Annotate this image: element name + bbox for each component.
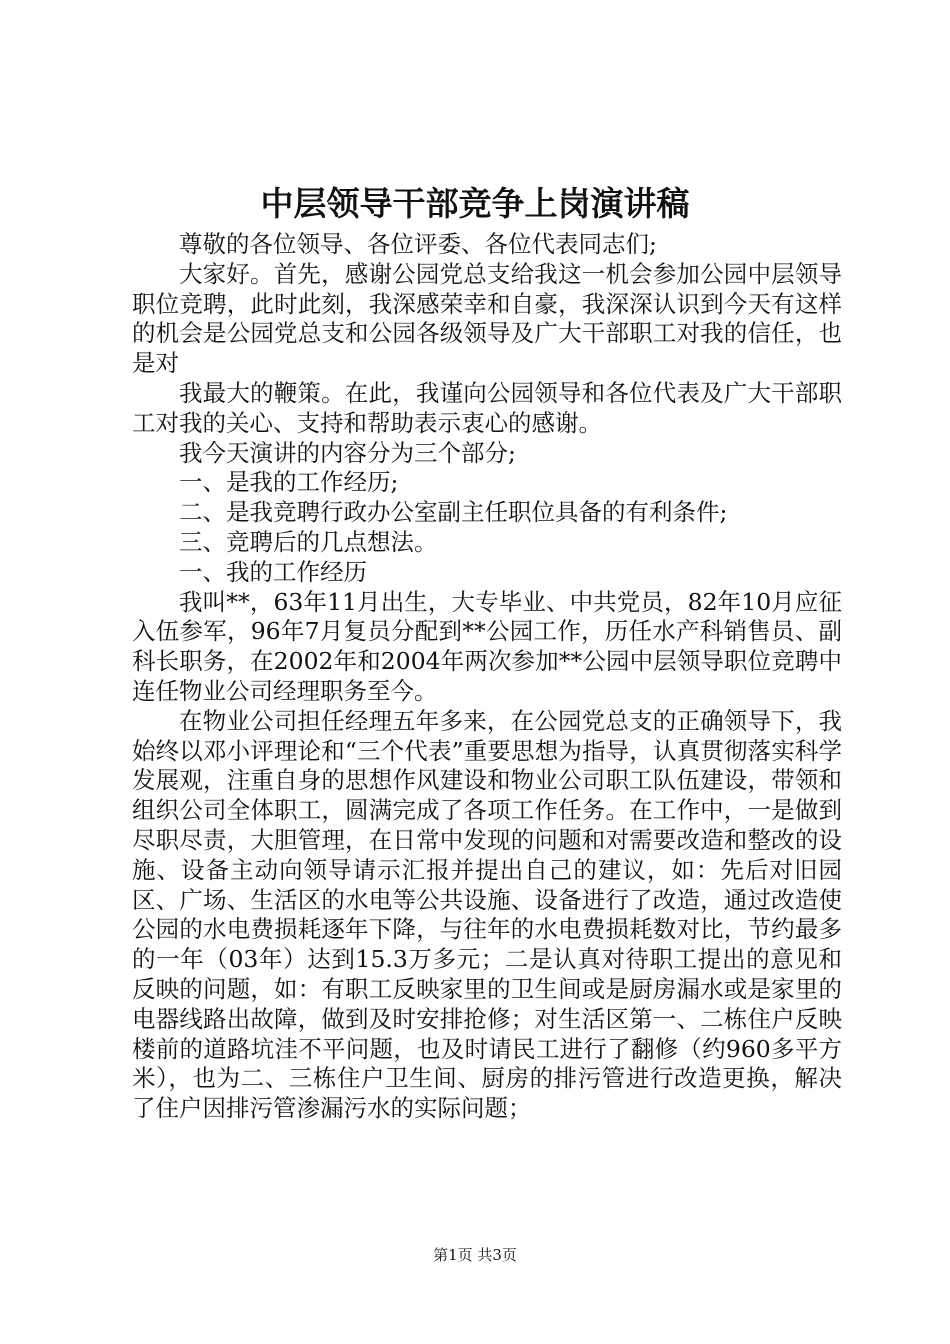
paragraph-greeting: 大家好。首先，感谢公园党总支给我这一机会参加公园中层领导职位竞聘，此时此刻，我深感荣幸和自豪，我深深认识到今天有这样的机会是公园党总支和公园各级领导及广大干部职工对我的信任，也是对 <box>132 259 842 378</box>
paragraph-thanks: 我最大的鞭策。在此，我谨向公园领导和各位代表及广大干部职工对我的关心、支持和帮助表示衷心的感谢。 <box>132 378 842 437</box>
paragraph-outline-item-2: 二、是我竞聘行政办公室副主任职位具备的有利条件; <box>179 498 728 527</box>
paragraph-outline-item-1: 一、是我的工作经历; <box>179 468 399 497</box>
paragraph-self-intro: 我叫**，63年11月出生，大专毕业、中共党员，82年10月应征入伍参军，96年7月复员分配到**公园工作，历任水产科销售员、副科长职务，在2002年和2004年两次参加**公园中层领导职位竞聘中连任物业公司经理职务至今。 <box>132 587 842 705</box>
section-heading-work-history: 一、我的工作经历 <box>179 557 367 586</box>
paragraph-salutation: 尊敬的各位领导、各位评委、各位代表同志们; <box>179 230 657 258</box>
document-body <box>132 230 842 1124</box>
paragraph-achievements: 在物业公司担任经理五年多来，在公园党总支的正确领导下，我始终以邓小评理论和“三个代表”重要思想为指导，认真贯彻落实科学发展观，注重自身的思想作风建设和物业公司职工队伍建设，带领和组织公司全体职工，圆满完成了各项工作任务。在工作中，一是做到尽职尽责，大胆管理，在日常中发现的问题和对需要改造和整改的设施、设备主动向领导请示汇报并提出自己的建议，如：先后对旧园区、广场、生活区的水电等公共设施、设备进行了改造，通过改造使公园的水电费损耗逐年下降，与往年的水电费损耗数对比，节约最多的一年（03年）达到15.3万多元；二是认真对待职工提出的意见和反映的问题，如：有职工反映家里的卫生间或是厨房漏水或是家里的电器线路出故障，做到及时安排抢修；对生活区第一、二栋住户反映楼前的道路坑洼不平问题，也及时请民工进行了翻修（约960多平方米），也为二、三栋住户卫生间、厨房的排污管进行改造更换，解决了住户因排污管渗漏污水的实际问题； <box>132 706 842 1123</box>
paragraph-outline-intro: 我今天演讲的内容分为三个部分; <box>179 438 516 467</box>
page-footer: 第1页 共3页 <box>433 1246 517 1264</box>
document-title: 中层领导干部竞争上岗演讲稿 <box>260 184 690 223</box>
paragraph-outline-item-3: 三、竞聘后的几点想法。 <box>179 527 438 556</box>
